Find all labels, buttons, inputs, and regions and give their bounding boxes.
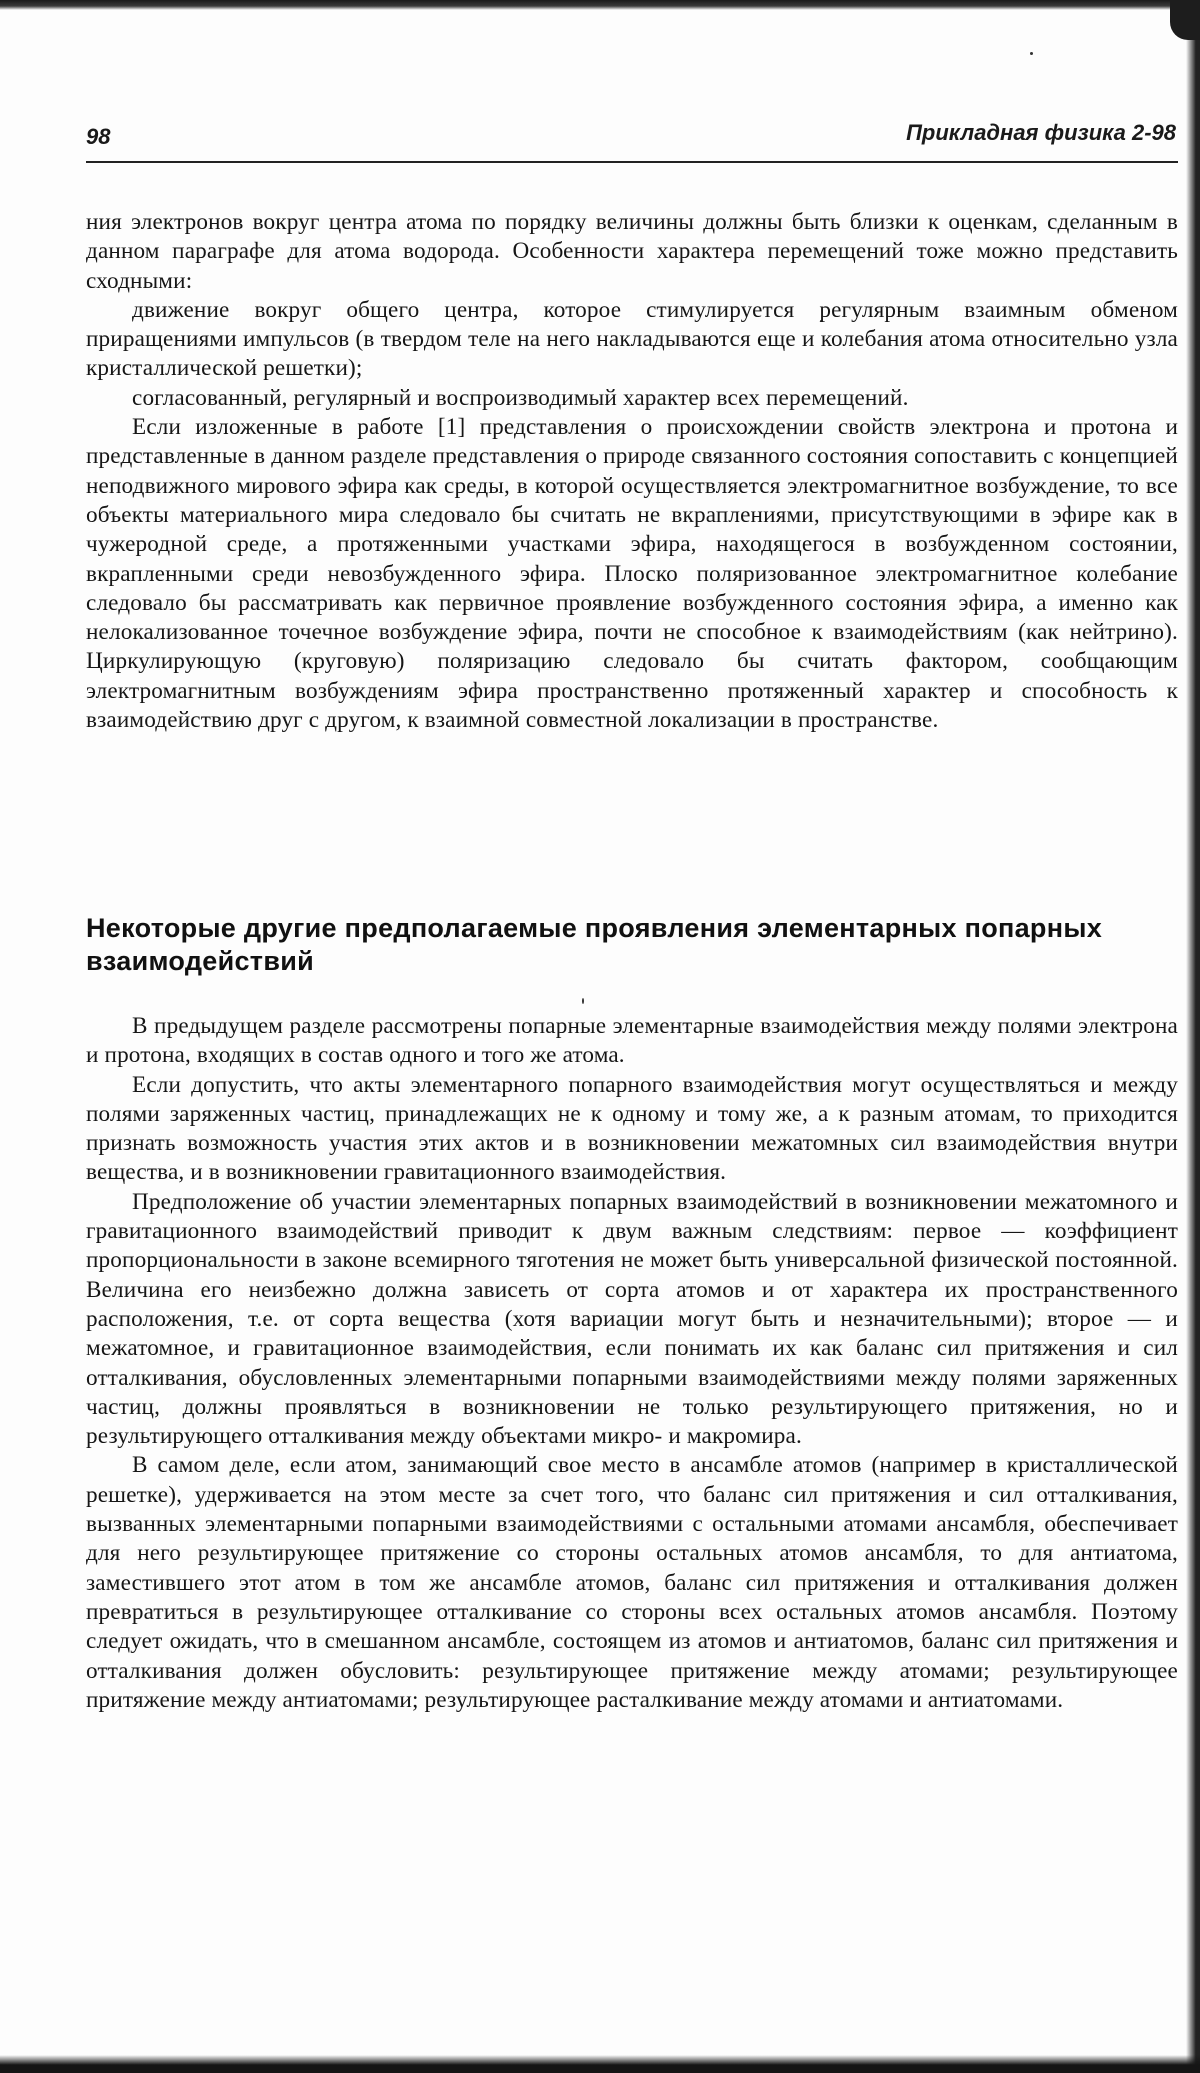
paragraph: согласованный, регулярный и воспроизводимый характер всех перемещений.: [132, 384, 909, 411]
paragraph: движение вокруг общего центра, которое стимулируется регулярным взаимным обменом приращениями импульсов (в твердом теле на него накладываются еще и колебания атома относительно узла кристаллической решетки);: [86, 296, 1178, 382]
section-text: [86, 1012, 1178, 1715]
intro-text: [86, 208, 1178, 735]
section-heading: Некоторые другие предполагаемые проявления элементарных попарных взаимодействий: [86, 913, 1103, 976]
paragraph: Если изложенные в работе [1] представления о происхождении свойств электрона и протона и представленные в данном разделе представления о природе связанного состояния сопоставить с концепцией неподвижного мирового эфира как среды, в которой осуществляется электромагнитное возбуждение, то все объекты материального мира следовало бы считать не вкраплениями, присутствующими в эфире как в чужеродной среде, а протяженными участками эфира, находящегося в возбужденном состоянии, вкрапленными среди невозбужденного эфира. Плоско поляризованное электромагнитное колебание следовало бы рассматривать как первичное проявление возбужденного состояния эфира, а именно как нелокализованное точечное возбуждение эфира, почти не способное к взаимодействиям (как нейтрино). Циркулирующую (круговую) поляризацию следовало бы считать фактором, сообщающим электромагнитным возбуждениям эфира пространственно протяженный характер и способность к взаимодействию друг с другом, к взаимной совместной локализации в пространстве.: [86, 414, 1178, 734]
paragraph: В самом деле, если атом, занимающий свое место в ансамбле атомов (например в кристаллической решетке), удерживается на этом месте за счет того, что баланс сил притяжения и сил отталкивания, вызванных элементарными попарными взаимодействиями с остальными атомами ансамбля, обеспечивает для него результирующее притяжение со стороны остальных атомов ансамбля, то для антиатома, заместившего этот атом в том же ансамбле атомов, баланс сил притяжения и отталкивания должен превратиться в результирующее отталкивание со стороны всех остальных атомов ансамбля. Поэтому следует ожидать, что в смешанном ансамбле, состоящем из атомов и антиатомов, баланс сил притяжения и отталкивания должен обусловить: результирующее притяжение между атомами; результирующее притяжение между антиатомами; результирующее расталкивание между атомами и антиатомами.: [86, 1452, 1178, 1713]
scan-edge-bottom: [0, 2055, 1200, 2073]
scan-speck: [1030, 52, 1033, 55]
scan-edge-top: [0, 0, 1200, 10]
header-rule: [86, 161, 1178, 163]
paragraph: В предыдущем разделе рассмотрены попарные элементарные взаимодействия между полями электрона и протона, входящих в состав одного и того же атома.: [86, 1013, 1178, 1069]
scan-speck: [582, 998, 584, 1004]
scan-corner: [1170, 0, 1200, 40]
page-number: 98: [86, 124, 111, 149]
running-head: [86, 116, 1176, 160]
journal-title: Прикладная физика 2-98: [906, 120, 1176, 145]
paragraph: Если допустить, что акты элементарного попарного взаимодействия могут осуществляться и между полями заряженных частиц, принадлежащих не к одному и тому же, а к разным атомам, то приходится признать возможность участия этих актов и в возникновении межатомных сил взаимодействия внутри вещества, и в возникновении гравитационного взаимодействия.: [86, 1071, 1178, 1186]
paragraph: Предположение об участии элементарных попарных взаимодействий в возникновении межатомного и гравитационного взаимодействий приводит к двум важным следствиям: первое — коэффициент пропорциональности в законе всемирного тяготения не может быть универсальной физической постоянной. Величина его неизбежно должна зависеть от сорта атомов и от характера их пространственного расположения, т.е. от сорта вещества (хотя вариации могут быть и незначительными); второе — и межатомное, и гравитационное взаимодействия, если понимать их как баланс сил притяжения и сил отталкивания, обусловленных элементарными попарными взаимодействиями между полями заряженных частиц, должны проявляться в возникновении не только результирующего притяжения, но и результирующего отталкивания между объектами микро- и макромира.: [86, 1188, 1178, 1450]
paragraph: ния электронов вокруг центра атома по порядку величины должны быть близки к оценкам, сделанным в данном параграфе для атома водорода. Особенности характера перемещений тоже можно представить сходными:: [86, 209, 1178, 294]
scan-edge-right: [1186, 0, 1200, 2073]
